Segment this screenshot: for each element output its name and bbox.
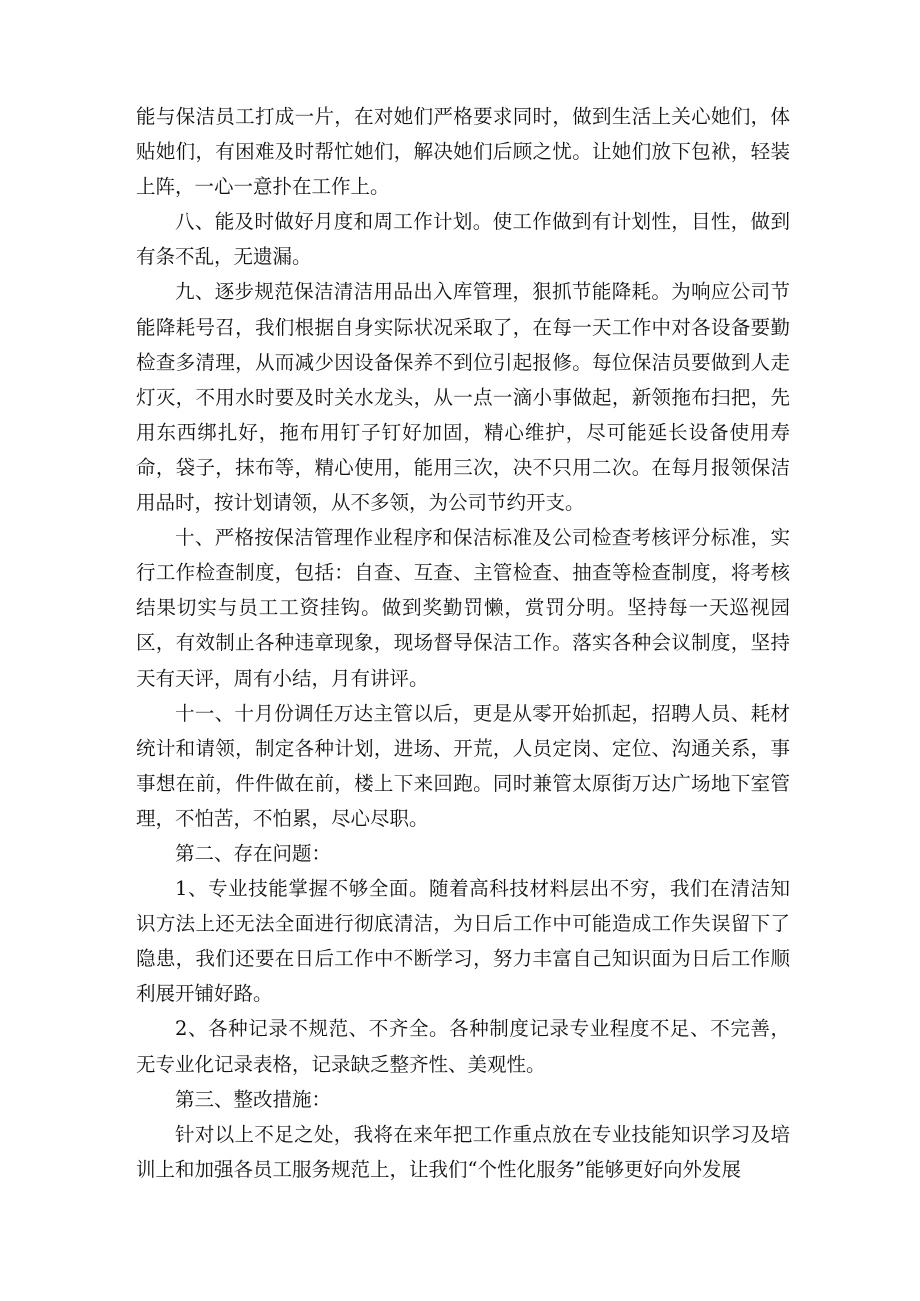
paragraph-item-11: 十一、十月份调任万达主管以后，更是从零开始抓起，招聘人员、耗材统计和请领，制定各种计划，进场、开荒，人员定岗、定位、沟通关系，事事想在前，件件做在前，楼上下来回跑。同时兼管太原街万达广场地下室管理，不怕苦，不怕累，尽心尽职。 [136, 701, 790, 830]
section-heading-measures: 第三、整改措施： [175, 1087, 332, 1111]
section-heading-problems: 第二、存在问题： [175, 841, 332, 865]
document-page [136, 99, 790, 1187]
paragraph-problem-2: 2、各种记录不规范、不齐全。各种制度记录专业程度不足、不完善，无专业化记录表格，记录缺乏整齐性、美观性。 [136, 1017, 790, 1076]
paragraph-problem-1: 1、专业技能掌握不够全面。随着高科技材料层出不穷，我们在清洁知识方法上还无法全面进行彻底清洁，为日后工作中可能造成工作失误留下了隐患，我们还要在日后工作中不断学习，努力丰富自己知识面为日后工作顺利展开铺好路。 [136, 877, 790, 1006]
paragraph-continuation: 能与保洁员工打成一片，在对她们严格要求同时，做到生活上关心她们，体贴她们，有困难及时帮忙她们，解决她们后顾之忧。让她们放下包袱，轻装上阵，一心一意扑在工作上。 [136, 105, 790, 199]
paragraph-item-9: 九、逐步规范保洁清洁用品出入库管理，狠抓节能降耗。为响应公司节能降耗号召，我们根据自身实际状况采取了，在每一天工作中对各设备要勤检查多清理，从而减少因设备保养不到位引起报修。每位保洁员要做到人走灯灭，不用水时要及时关水龙头，从一点一滴小事做起，新领拖布扫把，先用东西绑扎好，拖布用钉子钉好加固，精心维护，尽可能延长设备使用寿命，袋子，抹布等，精心使用，能用三次，决不只用二次。在每月报领保洁用品时，按计划请领，从不多领，为公司节约开支。 [136, 280, 790, 515]
paragraph-measures: 针对以上不足之处，我将在来年把工作重点放在专业技能知识学习及培训上和加强各员工服务规范上，让我们“个性化服务”能够更好向外发展 [136, 1122, 790, 1181]
paragraph-item-10: 十、严格按保洁管理作业程序和保洁标准及公司检查考核评分标准，实行工作检查制度，包括：自查、互查、主管检查、抽查等检查制度，将考核结果切实与员工工资挂钩。做到奖勤罚懒，赏罚分明。坚持每一天巡视园区，有效制止各种违章现象，现场督导保洁工作。落实各种会议制度，坚持天有天评，周有小结，月有讲评。 [136, 526, 790, 690]
paragraph-item-8: 八、能及时做好月度和周工作计划。使工作做到有计划性，目性，做到有条不乱，无遗漏。 [136, 210, 790, 269]
